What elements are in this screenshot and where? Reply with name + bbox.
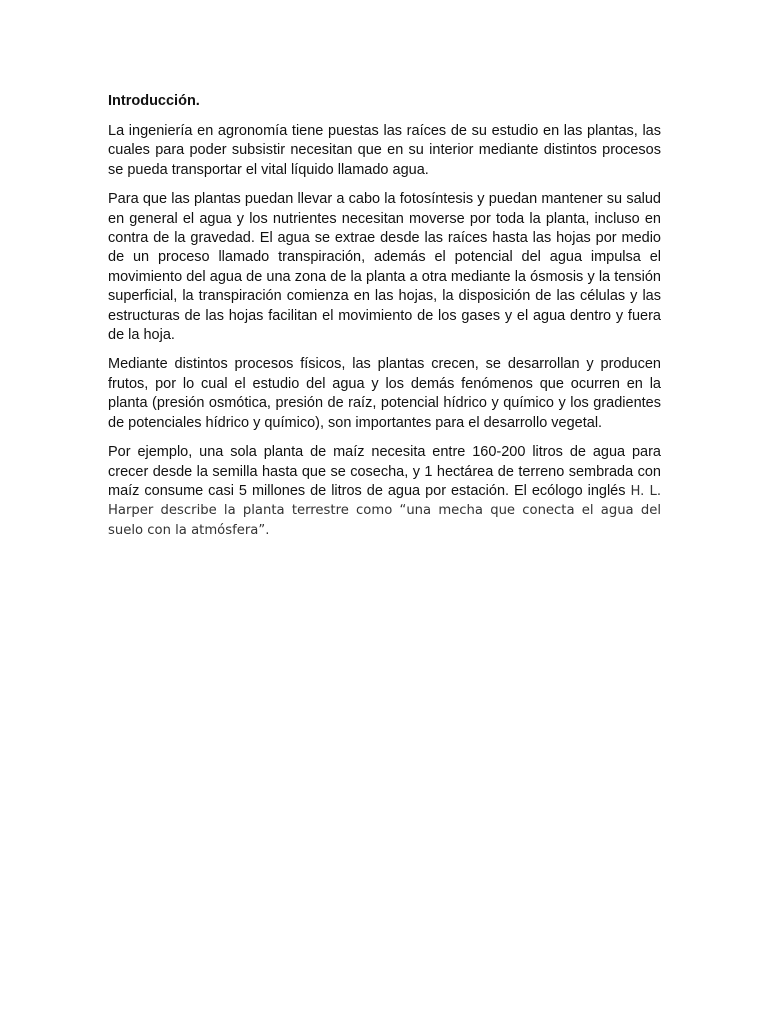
section-heading: Introducción. xyxy=(108,93,200,109)
document-page xyxy=(108,92,661,550)
paragraph-3: Mediante distintos procesos físicos, las plantas crecen, se desarrollan y producen frutos, por lo cual el estudio del agua y los demás fenómenos que ocurren en la planta (presión osmótica, presión de raíz, potencial hídrico y químico y los gradientes de potenciales hídrico y químico), son importantes para el desarrollo vegetal. xyxy=(108,356,661,431)
paragraph-4 xyxy=(108,443,661,540)
paragraph-4-main: Por ejemplo, una sola planta de maíz necesita entre 160-200 litros de agua para crecer desde la semilla hasta que se cosecha, y 1 hectárea de terreno sembrada con maíz consume casi 5 millones de litros de agua por estación. El ecólogo inglés xyxy=(108,444,661,499)
paragraph-4-quote: H. L. Harper describe la planta terrestre como “una mecha que conecta el agua del suelo con la atmósfera”. xyxy=(108,483,662,538)
paragraph-1: La ingeniería en agronomía tiene puestas las raíces de su estudio en las plantas, las cuales para poder subsistir necesitan que en su interior mediante distintos procesos se pueda transportar el vital líquido llamado agua. xyxy=(108,123,661,178)
paragraph-2: Para que las plantas puedan llevar a cabo la fotosíntesis y puedan mantener su salud en general el agua y los nutrientes necesitan moverse por toda la planta, incluso en contra de la gravedad. El agua se extrae desde las raíces hasta las hojas por medio de un proceso llamado transpiración, además el potencial del agua impulsa el movimiento del agua de una zona de la planta a otra mediante la ósmosis y la tensión superficial, la transpiración comienza en las hojas, la disposición de las células y las estructuras de las hojas facilitan el movimiento de los gases y el agua dentro y fuera de la hoja. xyxy=(108,191,661,344)
